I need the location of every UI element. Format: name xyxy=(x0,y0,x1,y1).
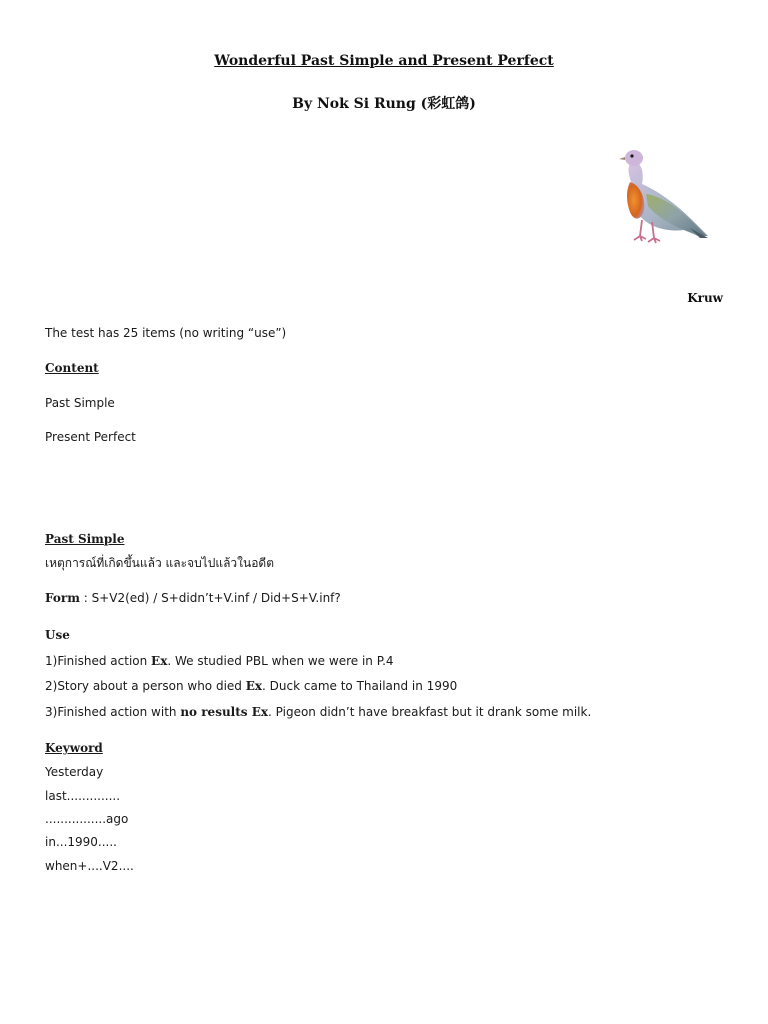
use-text: 3)Finished action with xyxy=(45,705,181,719)
use-text: 2)Story about a person who died xyxy=(45,679,246,693)
keyword-heading: Keyword xyxy=(45,741,103,755)
test-note: The test has 25 items (no writing “use”) xyxy=(45,326,287,340)
form-value: : S+V2(ed) / S+didn’t+V.inf / Did+S+V.inf? xyxy=(79,591,341,605)
use-example-label: Ex xyxy=(151,654,168,668)
form-line xyxy=(45,591,341,605)
content-item-past-simple: Past Simple xyxy=(45,396,115,410)
content-heading: Content xyxy=(45,361,99,375)
document-byline: By Nok Si Rung (彩虹鸽) xyxy=(292,96,476,112)
use-text: 1)Finished action xyxy=(45,654,152,668)
form-label: Form xyxy=(45,591,80,605)
use-item-2 xyxy=(45,679,457,693)
use-heading: Use xyxy=(45,628,70,642)
use-example-label: no results Ex xyxy=(180,705,269,719)
keyword-item: Yesterday xyxy=(45,765,104,779)
use-example: . Pigeon didn’t have breakfast but it drank some milk. xyxy=(268,705,592,719)
use-example: . We studied PBL when we were in P.4 xyxy=(167,654,394,668)
author-tag: Kruw xyxy=(687,291,723,305)
keyword-item: last.............. xyxy=(45,789,121,803)
document-title: Wonderful Past Simple and Present Perfect xyxy=(214,53,554,69)
use-example: . Duck came to Thailand in 1990 xyxy=(262,679,458,693)
past-simple-heading: Past Simple xyxy=(45,532,125,546)
content-item-present-perfect: Present Perfect xyxy=(45,430,136,444)
keyword-item: ................ago xyxy=(45,812,129,826)
pigeon-image xyxy=(612,140,716,252)
keyword-item: in...1990..... xyxy=(45,835,117,849)
keyword-item: when+....V2.... xyxy=(45,859,134,873)
use-item-1 xyxy=(45,654,394,668)
use-item-3 xyxy=(45,705,591,719)
past-simple-thai-description: เหตุการณ์ที่เกิดขึ้นแล้ว และจบไปแล้วในอดีต xyxy=(45,556,275,570)
use-example-label: Ex xyxy=(245,679,263,693)
